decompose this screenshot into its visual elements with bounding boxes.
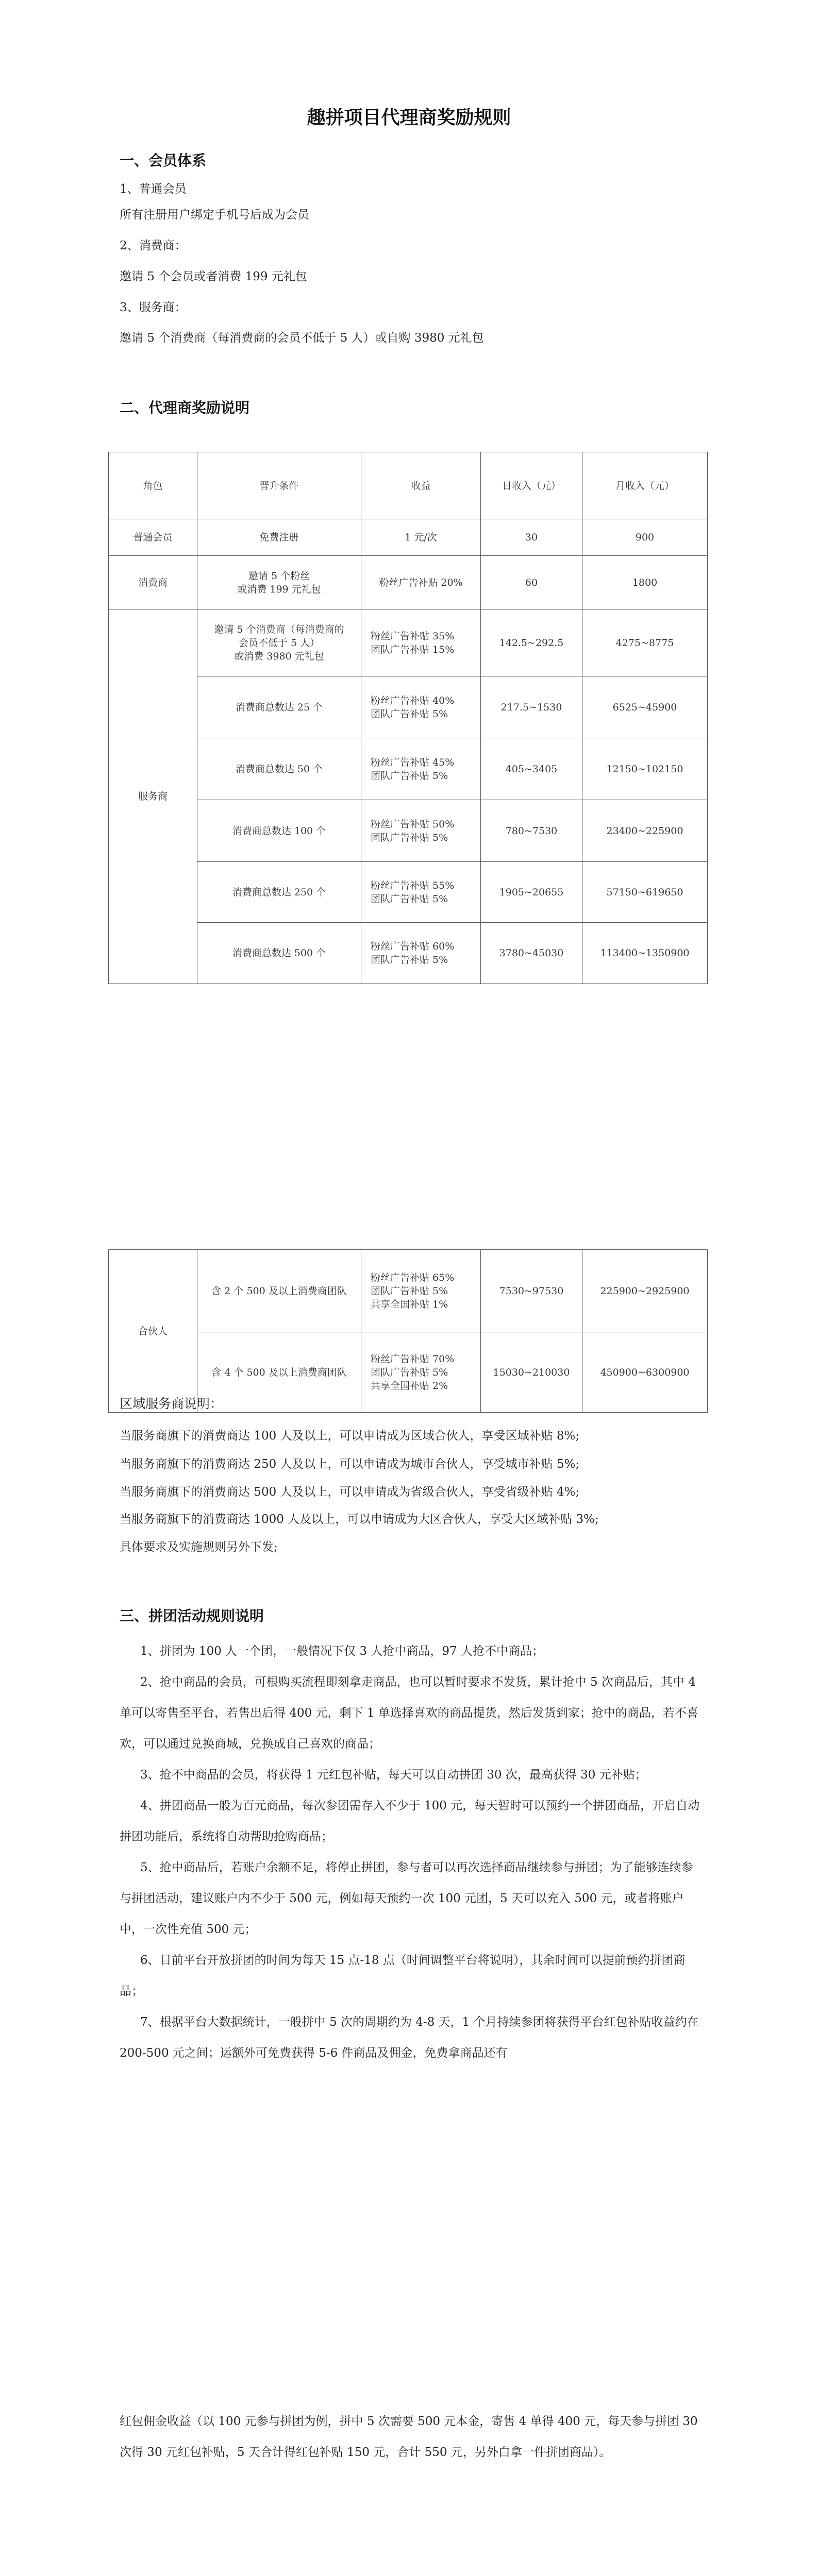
region-line: 当服务商旗下的消费商达 1000 人及以上，可以申请成为大区合伙人，享受大区域补贴 3%; xyxy=(120,1513,599,1526)
rule-text: 2、抢中商品的会员，可根购买流程即刻拿走商品，也可以暂时要求不发货，累计抢中 5 次商品后，其中 4 单可以寄售至平台，若售出后得 400 元，剩下 1 单选择喜欢的商品提货，然后发货到家；抢中的商品，若不喜欢，可以通过兑换商城，兑换成自己喜欢的商品； xyxy=(120,1675,698,1751)
region-line: 当服务商旗下的消费商达 250 人及以上，可以申请成为城市合伙人，享受城市补贴 5%; xyxy=(120,1458,580,1471)
income-line: 粉丝广告补贴 40% xyxy=(371,694,455,706)
rule-text: 7、根据平台大数据统计，一般拼中 5 次的周期约为 4-8 天，1 个月持续参团将获得平台红包补贴收益约在 200-500 元之间；运额外可免费获得 5-6 件商品及佣金，免费拿商品还有 xyxy=(120,2015,699,2060)
condition-cell: 消费商总数达 100 个 xyxy=(197,800,361,862)
membership-line: 1、普通会员 xyxy=(120,182,187,196)
table-row xyxy=(109,676,708,738)
condition-cell: 消费商总数达 50 个 xyxy=(197,738,361,800)
income-cell xyxy=(361,800,481,862)
daily-cell: 780~7530 xyxy=(481,800,582,862)
membership-line: 3、服务商： xyxy=(120,301,187,314)
income-line: 团队广告补贴 5% xyxy=(371,893,448,905)
daily-cell: 7530~97530 xyxy=(481,1250,582,1332)
income-line: 粉丝广告补贴 35% xyxy=(371,630,455,642)
income-cell xyxy=(361,609,481,676)
income-cell xyxy=(361,862,481,923)
monthly-cell: 23400~225900 xyxy=(582,800,708,862)
table-row xyxy=(109,862,708,923)
monthly-cell: 6525~45900 xyxy=(582,676,708,738)
partner-table xyxy=(108,1249,708,1413)
daily-cell: 1905~20655 xyxy=(481,862,582,923)
income-line: 团队广告补贴 5% xyxy=(371,832,448,843)
monthly-cell: 225900~2925900 xyxy=(582,1250,708,1332)
daily-cell: 142.5~292.5 xyxy=(481,609,582,676)
income-line: 粉丝广告补贴 50% xyxy=(371,818,455,830)
income-line: 共享全国补贴 2% xyxy=(371,1380,448,1392)
region-line: 当服务商旗下的消费商达 500 人及以上，可以申请成为省级合伙人，享受省级补贴 4%; xyxy=(120,1485,580,1499)
condition-cell xyxy=(197,556,361,609)
income-line: 共享全国补贴 1% xyxy=(371,1298,448,1310)
membership-line: 所有注册用户绑定手机号后成为会员 xyxy=(120,208,309,222)
income-cell xyxy=(361,676,481,738)
membership-line: 邀请 5 个会员或者消费 199 元礼包 xyxy=(120,270,307,283)
region-heading: 区域服务商说明： xyxy=(120,1396,223,1411)
role-cell: 普通会员 xyxy=(109,519,197,556)
header-cell: 晋升条件 xyxy=(197,452,361,519)
table-header-row xyxy=(109,452,708,519)
income-cell: 粉丝广告补贴 20% xyxy=(361,556,481,609)
condition-cell: 消费商总数达 250 个 xyxy=(197,862,361,923)
income-cell xyxy=(361,923,481,984)
rule-paragraph xyxy=(120,1636,702,2069)
section-heading-group-buy-rules: 三、拼团活动规则说明 xyxy=(120,1607,264,1624)
income-cell xyxy=(361,1250,481,1332)
daily-cell: 15030~210030 xyxy=(481,1332,582,1413)
table-row xyxy=(109,1250,708,1332)
monthly-cell: 900 xyxy=(582,519,708,556)
condition-cell: 消费商总数达 500 个 xyxy=(197,923,361,984)
daily-cell: 30 xyxy=(481,519,582,556)
income-cell xyxy=(361,738,481,800)
rule-text: 5、抢中商品后，若账户余额不足，将停止拼团，参与者可以再次选择商品继续参与拼团；为了能够连续参与拼团活动，建议账户内不少于 500 元，例如每天预约一次 100 元团，5 天可以充入 500 元，或者将账户中，一次性充值 500 元； xyxy=(120,1861,693,1936)
condition-cell: 含 2 个 500 及以上消费商团队 xyxy=(197,1250,361,1332)
monthly-cell: 57150~619650 xyxy=(582,862,708,923)
monthly-cell: 12150~102150 xyxy=(582,738,708,800)
condition-line: 邀请 5 个消费商（每消费商的 xyxy=(214,623,344,635)
daily-cell: 3780~45030 xyxy=(481,923,582,984)
income-cell: 1 元/次 xyxy=(361,519,481,556)
monthly-cell: 4275~8775 xyxy=(582,609,708,676)
income-line: 粉丝广告补贴 55% xyxy=(371,879,455,891)
income-line: 团队广告补贴 5% xyxy=(371,954,448,965)
section-heading-membership: 一、会员体系 xyxy=(120,152,207,169)
monthly-cell: 450900~6300900 xyxy=(582,1332,708,1413)
table-row xyxy=(109,519,708,556)
condition-cell: 消费商总数达 25 个 xyxy=(197,676,361,738)
income-cell xyxy=(361,1332,481,1413)
monthly-cell: 1800 xyxy=(582,556,708,609)
condition-cell: 免费注册 xyxy=(197,519,361,556)
condition-line: 或消费 199 元礼包 xyxy=(237,583,321,595)
condition-line: 邀请 5 个粉丝 xyxy=(248,570,310,582)
page-title: 趣拼项目代理商奖励规则 xyxy=(307,107,511,128)
table-row xyxy=(109,923,708,984)
condition-line: 会员不低于 5 人） xyxy=(238,637,320,649)
table-row xyxy=(109,609,708,676)
role-cell: 服务商 xyxy=(109,609,197,984)
income-line: 团队广告补贴 5% xyxy=(371,770,448,782)
header-cell: 月收入（元） xyxy=(582,452,708,519)
header-cell: 角色 xyxy=(109,452,197,519)
rule-text: 3、抢不中商品的会员，将获得 1 元红包补贴，每天可以自动拼团 30 次，最高获得 30 元补贴； xyxy=(140,1768,647,1782)
income-line: 粉丝广告补贴 60% xyxy=(371,941,455,952)
rule-text: 4、拼团商品一般为百元商品，每次参团需存入不少于 100 元，每天暂时可以预约一个拼团商品，开启自动拼团功能后，系统将自动帮助抢购商品； xyxy=(120,1799,700,1843)
income-line: 团队广告补贴 5% xyxy=(371,708,448,720)
table-row xyxy=(109,556,708,609)
condition-cell xyxy=(197,609,361,676)
condition-cell: 含 4 个 500 及以上消费商团队 xyxy=(197,1332,361,1413)
region-line: 当服务商旗下的消费商达 100 人及以上，可以申请成为区域合伙人，享受区域补贴 8%; xyxy=(120,1429,580,1443)
rule-continuation: 红包佣金收益（以 100 元参与拼团为例，拼中 5 次需要 500 元本金，寄售 4 单得 400 元，每天参与拼团 30 次得 30 元红包补贴，5 天合计得红包补贴 150 元，合计 550 元，另外白拿一件拼团商品）。 xyxy=(120,2415,698,2459)
condition-line: 或消费 3980 元礼包 xyxy=(234,650,324,662)
membership-line: 邀请 5 个消费商（每消费商的会员不低于 5 人）或自购 3980 元礼包 xyxy=(120,331,484,345)
income-line: 团队广告补贴 5% xyxy=(371,1285,448,1297)
region-line: 具体要求及实施规则另外下发; xyxy=(120,1540,278,1554)
table-row xyxy=(109,800,708,862)
table-row xyxy=(109,738,708,800)
rule-text: 1、拼团为 100 人一个团，一般情况下仅 3 人抢中商品，97 人抢不中商品； xyxy=(140,1645,544,1658)
rule-text: 6、目前平台开放拼团的时间为每天 15 点-18 点（时间调整平台将说明），其余时间可以提前预约拼团商品； xyxy=(120,1954,686,1998)
income-line: 团队广告补贴 5% xyxy=(371,1366,448,1378)
income-line: 粉丝广告补贴 65% xyxy=(371,1272,455,1283)
daily-cell: 217.5~1530 xyxy=(481,676,582,738)
membership-line: 2、消费商： xyxy=(120,239,187,252)
header-cell: 收益 xyxy=(361,452,481,519)
income-line: 粉丝广告补贴 70% xyxy=(371,1353,455,1365)
income-line: 粉丝广告补贴 45% xyxy=(371,756,455,768)
daily-cell: 60 xyxy=(481,556,582,609)
monthly-cell: 113400~1350900 xyxy=(582,923,708,984)
role-cell: 消费商 xyxy=(109,556,197,609)
header-cell: 日收入（元） xyxy=(481,452,582,519)
daily-cell: 405~3405 xyxy=(481,738,582,800)
role-cell: 合伙人 xyxy=(109,1250,197,1413)
income-line: 团队广告补贴 15% xyxy=(371,643,455,655)
reward-table xyxy=(108,452,708,984)
section-heading-agent-rewards: 二、代理商奖励说明 xyxy=(120,399,250,416)
